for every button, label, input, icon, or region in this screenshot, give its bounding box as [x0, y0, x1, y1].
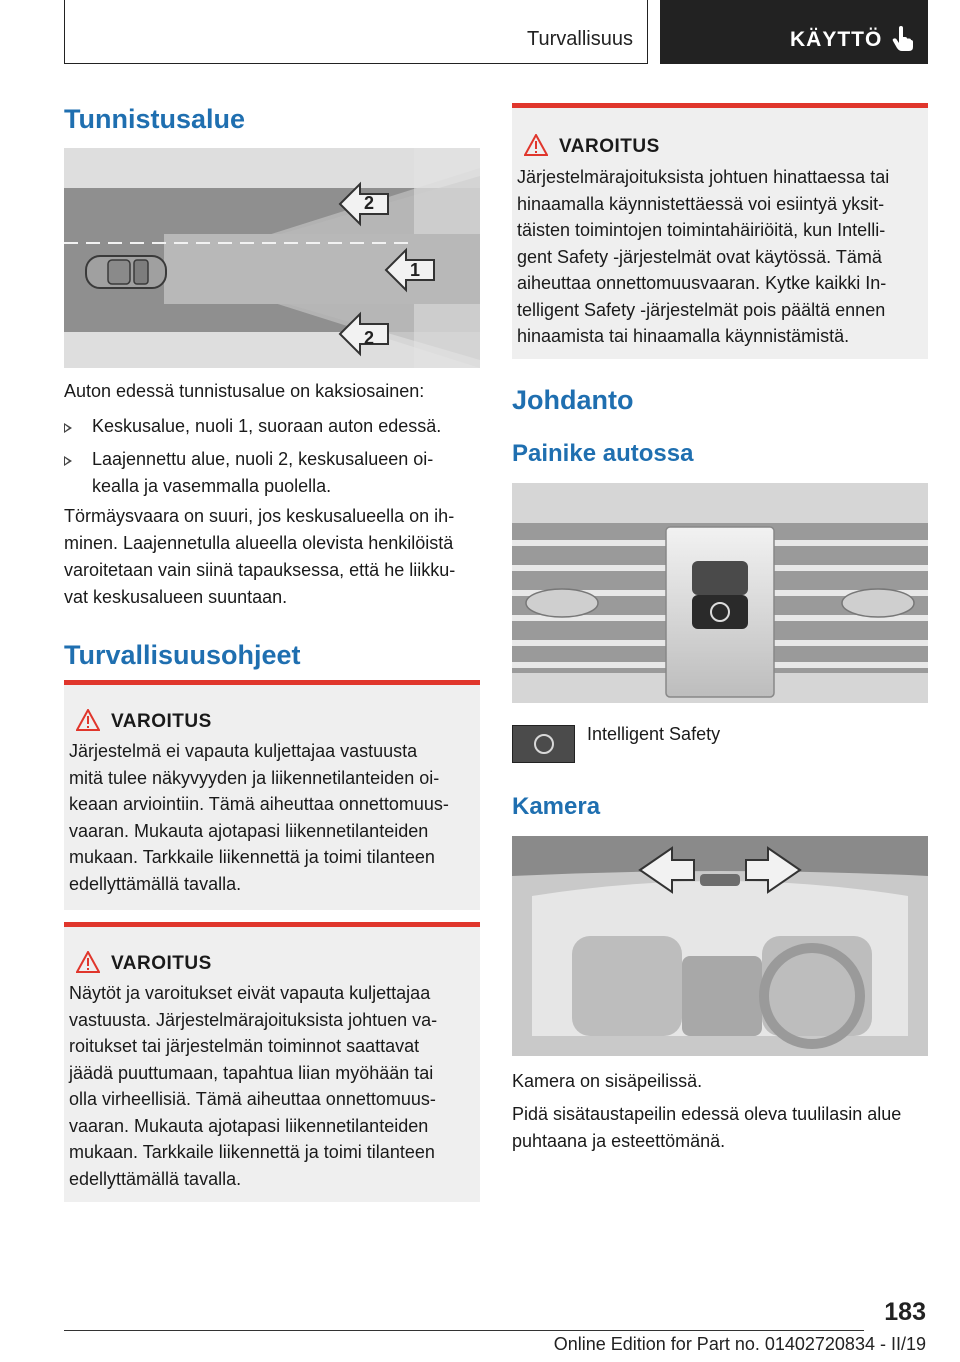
footer-divider [64, 1330, 864, 1331]
triangle-bullet-icon [64, 456, 72, 466]
footer-edition: Online Edition for Part no. 01402720834 - II/19 [553, 1334, 926, 1354]
car-icon [86, 256, 166, 288]
camera-title: Kamera [512, 793, 601, 820]
warning-box [64, 922, 480, 1202]
car-interior-illustration [512, 836, 928, 1056]
vent-panel-illustration [512, 483, 928, 703]
detection-area-diagram [64, 148, 480, 368]
arrow-label-1: 1 [410, 260, 421, 280]
warning-title: VAROITUS [111, 711, 212, 732]
introduction-title: Johdanto [512, 385, 634, 415]
header-chapter-tab [660, 0, 928, 64]
collision-paragraph [64, 503, 455, 611]
warning-title: VAROITUS [559, 136, 660, 157]
text-line: mukaan. Tarkkaile liikennettä ja toimi tilanteen [69, 847, 435, 867]
detection-area-title: Tunnistusalue [64, 104, 246, 134]
text-line: Pidä sisätaustapeilin edessä oleva tuulilasin alue [512, 1104, 902, 1124]
text-line: hinaamalla käynnistettäessä voi esiintyä yksit- [517, 193, 885, 214]
header-section-label: Turvallisuus [527, 28, 633, 50]
intelligent-safety-button-icon [512, 725, 575, 763]
warning-box [512, 103, 928, 359]
warning-text [69, 738, 449, 897]
text-line: mukaan. Tarkkaile liikennettä ja toimi tilanteen [69, 1142, 435, 1162]
arrow-label-2-top: 2 [364, 193, 375, 213]
text-line: Näytöt ja varoitukset eivät vapauta kuljettajaa [69, 983, 431, 1003]
warning-triangle-icon [76, 951, 100, 973]
text-line: mitä tulee näkyvyyden ja liikennetilanteiden oi- [69, 767, 440, 788]
hand-pointer-icon [892, 26, 914, 52]
text-line: keaan arviointiin. Tämä aiheuttaa onnettomuus- [69, 794, 449, 814]
warning-text [517, 164, 889, 350]
text-line: vat keskusalueen suuntaan. [64, 587, 288, 607]
text-line: puhtaana ja esteettömänä. [512, 1131, 726, 1151]
text-line: gent Safety -järjestelmät ovat käytössä. Tämä [517, 246, 882, 267]
button-in-car-title: Painike autossa [512, 440, 694, 467]
safety-instructions-title: Turvallisuusohjeet [64, 640, 301, 670]
arrow-label-2-bottom: 2 [364, 328, 375, 348]
button-label: Intelligent Safety [587, 724, 721, 744]
list-item [64, 413, 480, 440]
header-section-box [64, 0, 648, 64]
text-line: Kamera on sisäpeilissä. [512, 1071, 703, 1091]
page-number: 183 [884, 1298, 926, 1326]
text-line: roitukset tai järjestelmän toiminnot saattavat [69, 1036, 420, 1056]
text-line: Törmäysvaara on suuri, jos keskusalueella on ih- [64, 506, 455, 526]
text-line: vaaran. Mukauta ajotapasi liikennetilanteiden [69, 1115, 429, 1136]
text-line: varoitetaan vain siinä tapauksessa, että he liikku- [64, 560, 456, 580]
text-line: täisten toimintojen toimintahäiriöitä, kun Intelli- [517, 220, 886, 240]
text-line: telligent Safety -järjestelmät pois päältä ennen [517, 299, 886, 320]
text-line: edellyttämällä tavalla. [69, 873, 242, 894]
camera-photo [512, 836, 928, 1056]
car-button-photo [512, 483, 928, 703]
camera-text [512, 1068, 901, 1155]
triangle-bullet-icon [64, 423, 72, 433]
text-line: aiheuttaa onnettomuusvaaran. Kytke kaikki In- [517, 273, 887, 293]
warning-text [69, 980, 437, 1192]
text-line: edellyttämällä tavalla. [69, 1168, 242, 1189]
text-line: vaaran. Mukauta ajotapasi liikennetilanteiden [69, 820, 429, 841]
bullet-text: Laajennettu alue, nuoli 2, keskusalueen oi- [92, 449, 434, 469]
detection-intro: Auton edessä tunnistusalue on kaksiosainen: [64, 381, 425, 401]
text-line: hinaamista tai hinaamalla käynnistämistä. [517, 326, 850, 346]
text-line: jäädä puuttumaan, tapahtua liian myöhään tai [69, 1062, 434, 1083]
warning-title: VAROITUS [111, 953, 212, 974]
bullet-text: Keskusalue, nuoli 1, suoraan auton edessä. [92, 416, 442, 436]
warning-triangle-icon [76, 709, 100, 731]
text-line: olla virheellisiä. Tämä aiheuttaa onnettomuus- [69, 1089, 436, 1109]
detection-area-illustration [64, 148, 480, 368]
text-line: Järjestelmärajoituksista johtuen hinattaessa tai [517, 167, 890, 187]
text-line: vastuusta. Järjestelmärajoituksista johtuen va- [69, 1009, 438, 1030]
header-chapter-label: KÄYTTÖ [790, 28, 883, 51]
warning-triangle-icon [524, 134, 548, 156]
text-line: Järjestelmä ei vapauta kuljettajaa vastuusta [69, 741, 418, 761]
bullet-text-cont: kealla ja vasemmalla puolella. [92, 476, 332, 496]
list-item [64, 446, 480, 500]
warning-box [64, 680, 480, 910]
text-line: minen. Laajennetulla alueella olevista henkilöistä [64, 533, 454, 553]
